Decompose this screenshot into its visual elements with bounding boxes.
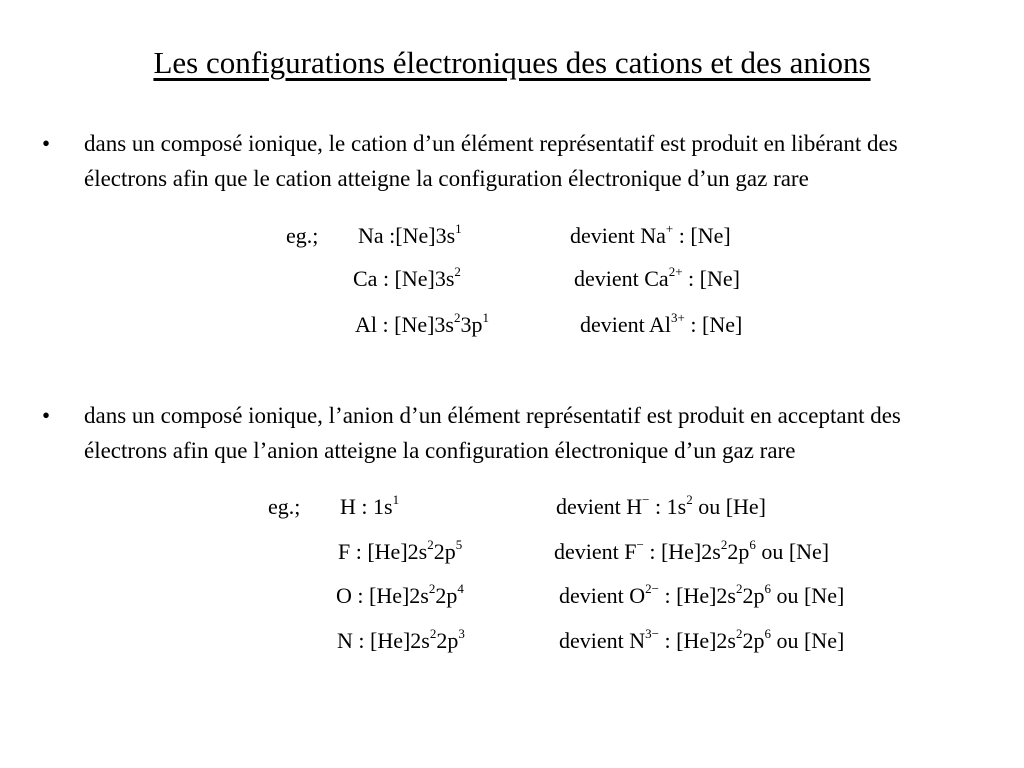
page-title: Les configurations électroniques des cations et des anions [153,45,871,80]
result-tail: ou [Ne] [776,583,845,608]
ion-charge: − [642,491,650,507]
bullet-cations [42,127,982,196]
equation-result [574,263,740,292]
element-config: Ca : [Ne]3s [353,266,455,291]
equation-row [336,580,464,609]
eg-label: eg.; [286,223,319,248]
element-config: O : [He]2s [336,583,429,608]
bullet-anions [42,399,982,468]
equation-row [337,625,465,654]
result-config: : [He]2s [649,539,721,564]
bullet-text: dans un composé ionique, le cation d’un élément représentatif est produit en libérant des électrons afin que le cation atteigne la configuration électronique d’un gaz rare [84,131,898,191]
superscript: 1 [392,491,400,507]
orbital: 2p [742,583,765,608]
element-config: Na :[Ne]3s [358,223,456,248]
orbital: 3p [460,312,483,337]
ion-charge: 2− [645,580,659,596]
element-config: F : [He]2s [338,539,428,564]
superscript: 2 [429,625,437,641]
bullet-dot: • [42,403,51,428]
ion-charge: 3+ [671,309,685,325]
bullet-text: dans un composé ionique, l’anion d’un élément représentatif est produit en acceptant des électrons afin que l’anion atteigne la configuration électronique d’un gaz rare [84,403,901,463]
devient-text: devient Ca [574,266,669,291]
result-config: : [He]2s [664,628,736,653]
equation-row [353,263,461,292]
superscript: 6 [749,536,756,552]
equation-row [355,309,489,338]
result-tail: ou [Ne] [761,539,830,564]
result-config: : [He]2s [664,583,736,608]
devient-text: devient H [556,494,643,519]
superscript: 1 [455,220,462,236]
superscript: 6 [764,580,771,596]
result-tail: ou [Ne] [776,628,845,653]
superscript: 2 [735,580,743,596]
bullet-dot: • [42,131,51,156]
result-config: : [Ne] [690,312,743,337]
result-config: : [Ne] [688,266,740,291]
devient-text: devient O [559,583,646,608]
element-config: N : [He]2s [337,628,430,653]
ion-charge: + [665,220,674,236]
equation-result [580,309,743,338]
superscript: 4 [457,580,464,596]
superscript: 2 [686,491,693,507]
superscript: 1 [482,309,489,325]
equation-result [554,536,830,565]
equation-result [559,580,845,609]
superscript: 2 [453,309,461,325]
orbital: 2p [436,628,459,653]
element-config: H : 1s [340,494,393,519]
equation-row [338,536,463,565]
result-tail: ou [He] [698,494,766,519]
devient-text: devient N [559,628,646,653]
devient-text: devient F [554,539,637,564]
superscript: 2 [454,263,461,279]
equation-row [358,220,462,249]
devient-text: devient Na [570,223,666,248]
equation-row [340,491,400,520]
ion-charge: 3− [645,625,659,641]
orbital: 2p [433,539,456,564]
devient-text: devient Al [580,312,672,337]
orbital: 2p [435,583,458,608]
orbital: 2p [727,539,750,564]
superscript: 6 [764,625,771,641]
superscript: 2 [427,536,434,552]
superscript: 2 [720,536,728,552]
result-config: : [Ne] [678,223,731,248]
equation-result [559,625,845,654]
eg-label: eg.; [268,494,301,519]
superscript: 2 [735,625,743,641]
result-config: : 1s [655,494,687,519]
superscript: 3 [458,625,465,641]
orbital: 2p [742,628,765,653]
ion-charge: 2+ [668,263,683,279]
superscript: 5 [455,536,463,552]
ion-charge: − [636,536,644,552]
equation-result [570,220,731,249]
equation-result [556,491,766,520]
superscript: 2 [428,580,436,596]
element-config: Al : [Ne]3s [355,312,454,337]
